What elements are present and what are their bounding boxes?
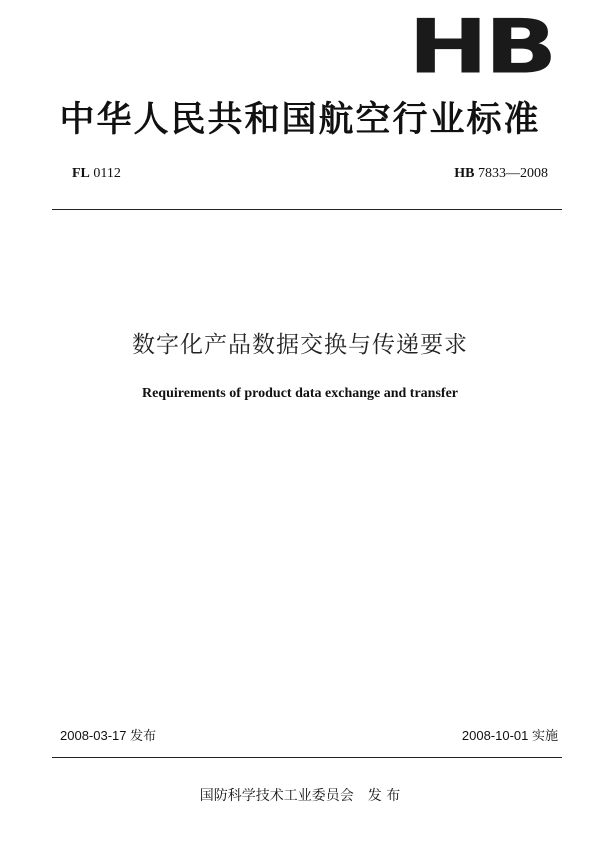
hb-logo: HB: [408, 3, 554, 91]
publisher: [0, 786, 600, 806]
document-title-chinese: 数字化产品数据交换与传递要求: [132, 332, 468, 358]
standard-prefix: HB: [454, 166, 475, 181]
standard-number-value: 7833—2008: [478, 166, 548, 181]
classification-number: 0112: [93, 166, 121, 181]
organization-title: 中华人民共和国航空行业标准: [59, 100, 541, 140]
document-title-english: Requirements of product data exchange and transfer: [141, 386, 459, 401]
implementation-date: 2008-10-01 实施: [461, 728, 558, 743]
standard-number: [454, 166, 548, 182]
top-divider: [52, 209, 562, 210]
issue-date: 2008-03-17 发布: [60, 728, 157, 743]
publisher-action: 发 布: [367, 788, 401, 804]
classification-code: [72, 166, 121, 182]
classification-prefix: FL: [72, 166, 90, 181]
publisher-name: 国防科学技术工业委员会: [199, 788, 354, 804]
bottom-divider: [52, 757, 562, 758]
